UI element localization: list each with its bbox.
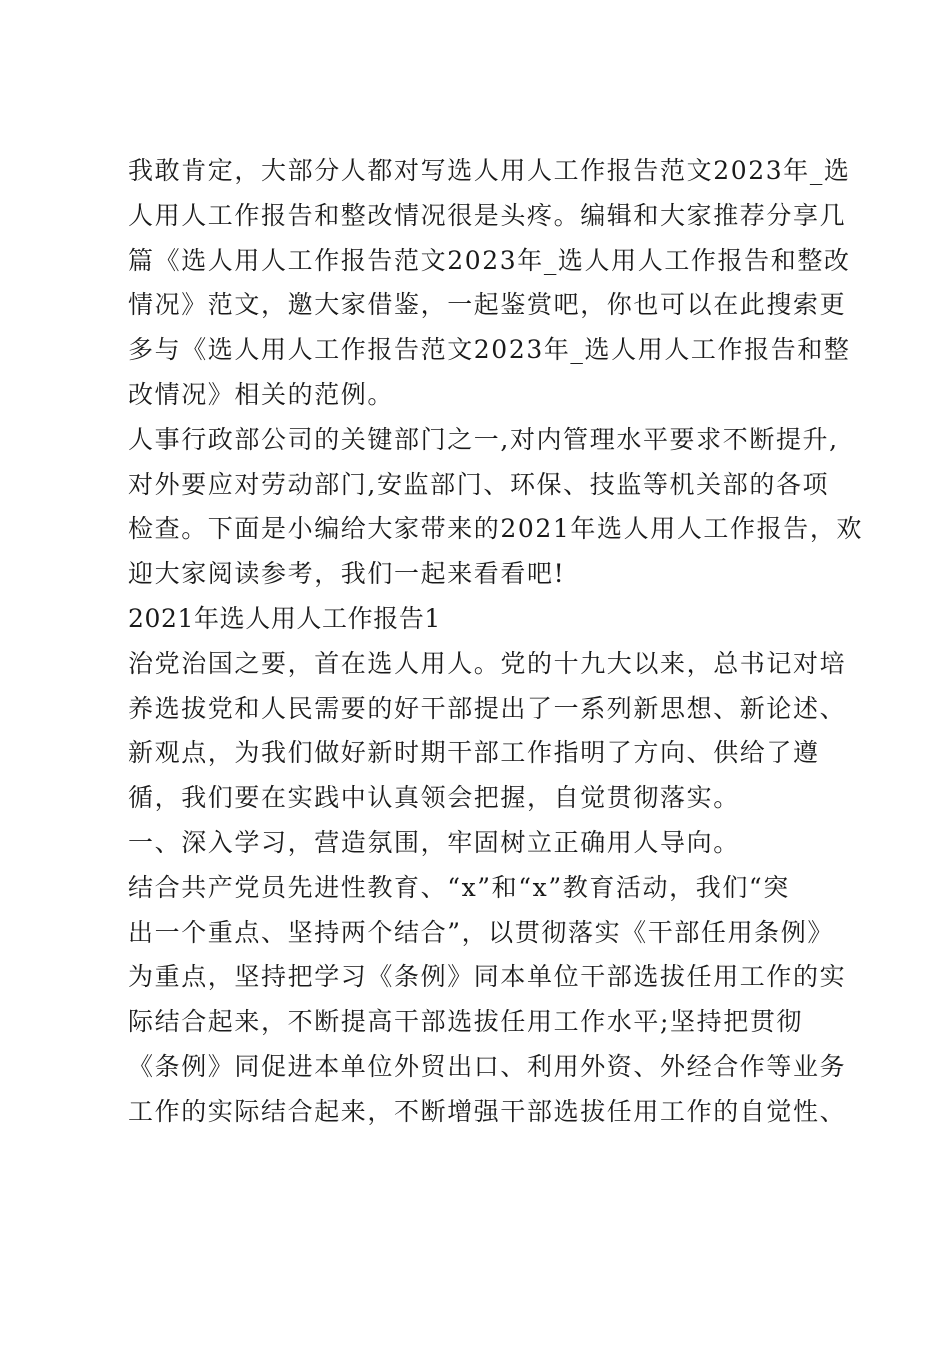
paragraph-intro <box>128 149 851 418</box>
text-line: 结合共产党员先进性教育、“x”和“x”教育活动，我们“突 <box>128 872 790 902</box>
text-line: 人用人工作报告和整改情况很是头疼。编辑和大家推荐分享几 <box>128 200 847 230</box>
text-line: 《条例》同促进本单位外贸出口、利用外资、外经合作等业务 <box>128 1051 847 1081</box>
text-line: 迎大家阅读参考，我们一起来看看吧! <box>128 559 566 589</box>
section-heading-one <box>128 821 838 866</box>
text-line: 养选拔党和人民需要的好干部提出了一系列新思想、新论述、 <box>128 693 847 723</box>
text-line: 检查。下面是小编给大家带来的2021年选人用人工作报告，欢 <box>128 514 864 544</box>
text-line: 改情况》相关的范例。 <box>128 379 395 409</box>
text-line: 对外要应对劳动部门,安监部门、环保、技监等机关部的各项 <box>128 469 830 499</box>
report-title-line: 2021年选人用人工作报告1 <box>128 603 441 633</box>
text-line: 情况》范文，邀大家借鉴，一起鉴赏吧，你也可以在此搜索更 <box>128 290 847 320</box>
text-line: 出一个重点、坚持两个结合”，以贯彻落实《干部任用条例》 <box>128 917 834 947</box>
text-line: 人事行政部公司的关键部门之一,对内管理水平要求不断提升, <box>128 424 839 454</box>
text-line: 我敢肯定，大部分人都对写选人用人工作报告范文2023年_选 <box>128 156 851 185</box>
text-line: 际结合起来，不断提高干部选拔任用工作水平;坚持把贯彻 <box>128 1007 804 1037</box>
document-body <box>128 149 864 1135</box>
text-line: 多与《选人用人工作报告范文2023年_选人用人工作报告和整 <box>128 335 851 365</box>
section-heading-line: 一、深入学习，营造氛围，牢固树立正确用人导向。 <box>128 827 740 857</box>
paragraph-governance <box>128 642 847 821</box>
text-line: 为重点，坚持把学习《条例》同本单位干部选拔任用工作的实 <box>128 962 847 992</box>
text-line: 新观点，为我们做好新时期干部工作指明了方向、供给了遵 <box>128 738 820 768</box>
report-title <box>128 597 838 642</box>
text-line: 治党治国之要，首在选人用人。党的十九大以来，总书记对培 <box>128 648 847 678</box>
paragraph-section-one-body <box>128 866 847 1135</box>
text-line: 工作的实际结合起来，不断增强干部选拔任用工作的自觉性、 <box>128 1096 847 1126</box>
text-line: 篇《选人用人工作报告范文2023年_选人用人工作报告和整改 <box>128 245 851 275</box>
paragraph-hr-intro <box>128 418 864 597</box>
text-line: 循，我们要在实践中认真领会把握，自觉贯彻落实。 <box>128 783 740 813</box>
